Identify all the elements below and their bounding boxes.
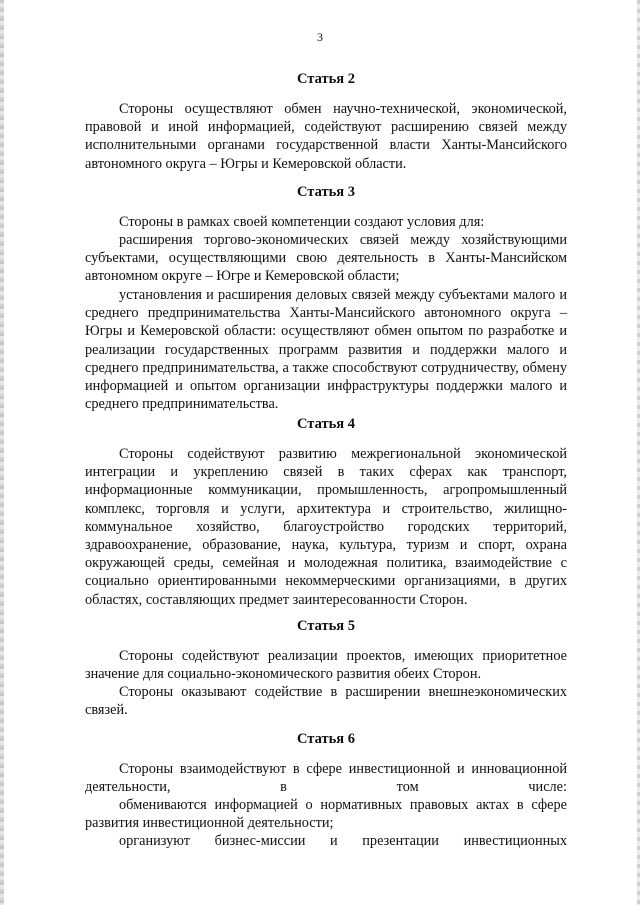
article-3-paragraph-3: установления и расширения деловых связей между субъектами малого и среднего предпринимательства Ханты-Мансийского автономного округа – Югры и Кемеровской области: осуществляют обмен опытом по разработке и реализации государственных программ развития и поддержки малого и среднего предпринимательства, а также способствуют сотрудничеству, обмену информацией и опытом организации инфраструктуры поддержки малого и среднего предпринимательства. (85, 287, 567, 413)
page-number: 3 (317, 30, 323, 44)
article-3-paragraph-2: расширения торгово-экономических связей между хозяйствующими субъектами, осуществляющими свою деятельность в Ханты-Мансийском автономном округе – Югре и Кемеровской области; (85, 232, 567, 285)
article-2-paragraph-1: Стороны осуществляют обмен научно-технической, экономической, правовой и иной информацией, содействуют расширению связей между исполнительными органами государственной власти Ханты-Мансийского автономного округа – Югры и Кемеровской области. (85, 101, 567, 172)
article-2-heading: Статья 2 (297, 71, 355, 87)
article-5-heading: Статья 5 (297, 618, 355, 634)
article-6-paragraph-2: обмениваются информацией о нормативных правовых актах в сфере развития инвестиционной деятельности; (85, 797, 567, 832)
article-6-heading: Статья 6 (297, 731, 355, 747)
scan-edge-left (0, 0, 4, 905)
article-6-paragraph-1: Стороны взаимодействуют в сфере инвестиционной и инновационной деятельности, в том числе: (85, 761, 567, 796)
article-4-heading: Статья 4 (297, 416, 355, 432)
article-3-heading: Статья 3 (297, 184, 355, 200)
article-5-paragraph-1: Стороны содействуют реализации проектов, имеющих приоритетное значение для социально-экономического развития обеих Сторон. (85, 648, 567, 683)
article-3-paragraph-1: Стороны в рамках своей компетенции создают условия для: (119, 214, 485, 230)
article-6-paragraph-3: организуют бизнес-миссии и презентации инвестиционных (119, 833, 567, 849)
article-4-paragraph-1: Стороны содействуют развитию межрегиональной экономической интеграции и укреплению связей в таких сферах как транспорт, информационные коммуникации, промышленность, агропромышленный комплекс, торговля и услуги, архитектура и строительство, жилищно-коммунальное хозяйство, благоустройство городских территорий, здравоохранение, образование, наука, культура, туризм и спорт, охрана окружающей среды, семейная и молодежная политика, взаимодействие с социально ориентированными некоммерческими организациями, в других областях, составляющих предмет заинтересованности Сторон. (85, 446, 567, 608)
article-5-paragraph-2: Стороны оказывают содействие в расширении внешнеэкономических связей. (85, 684, 567, 719)
